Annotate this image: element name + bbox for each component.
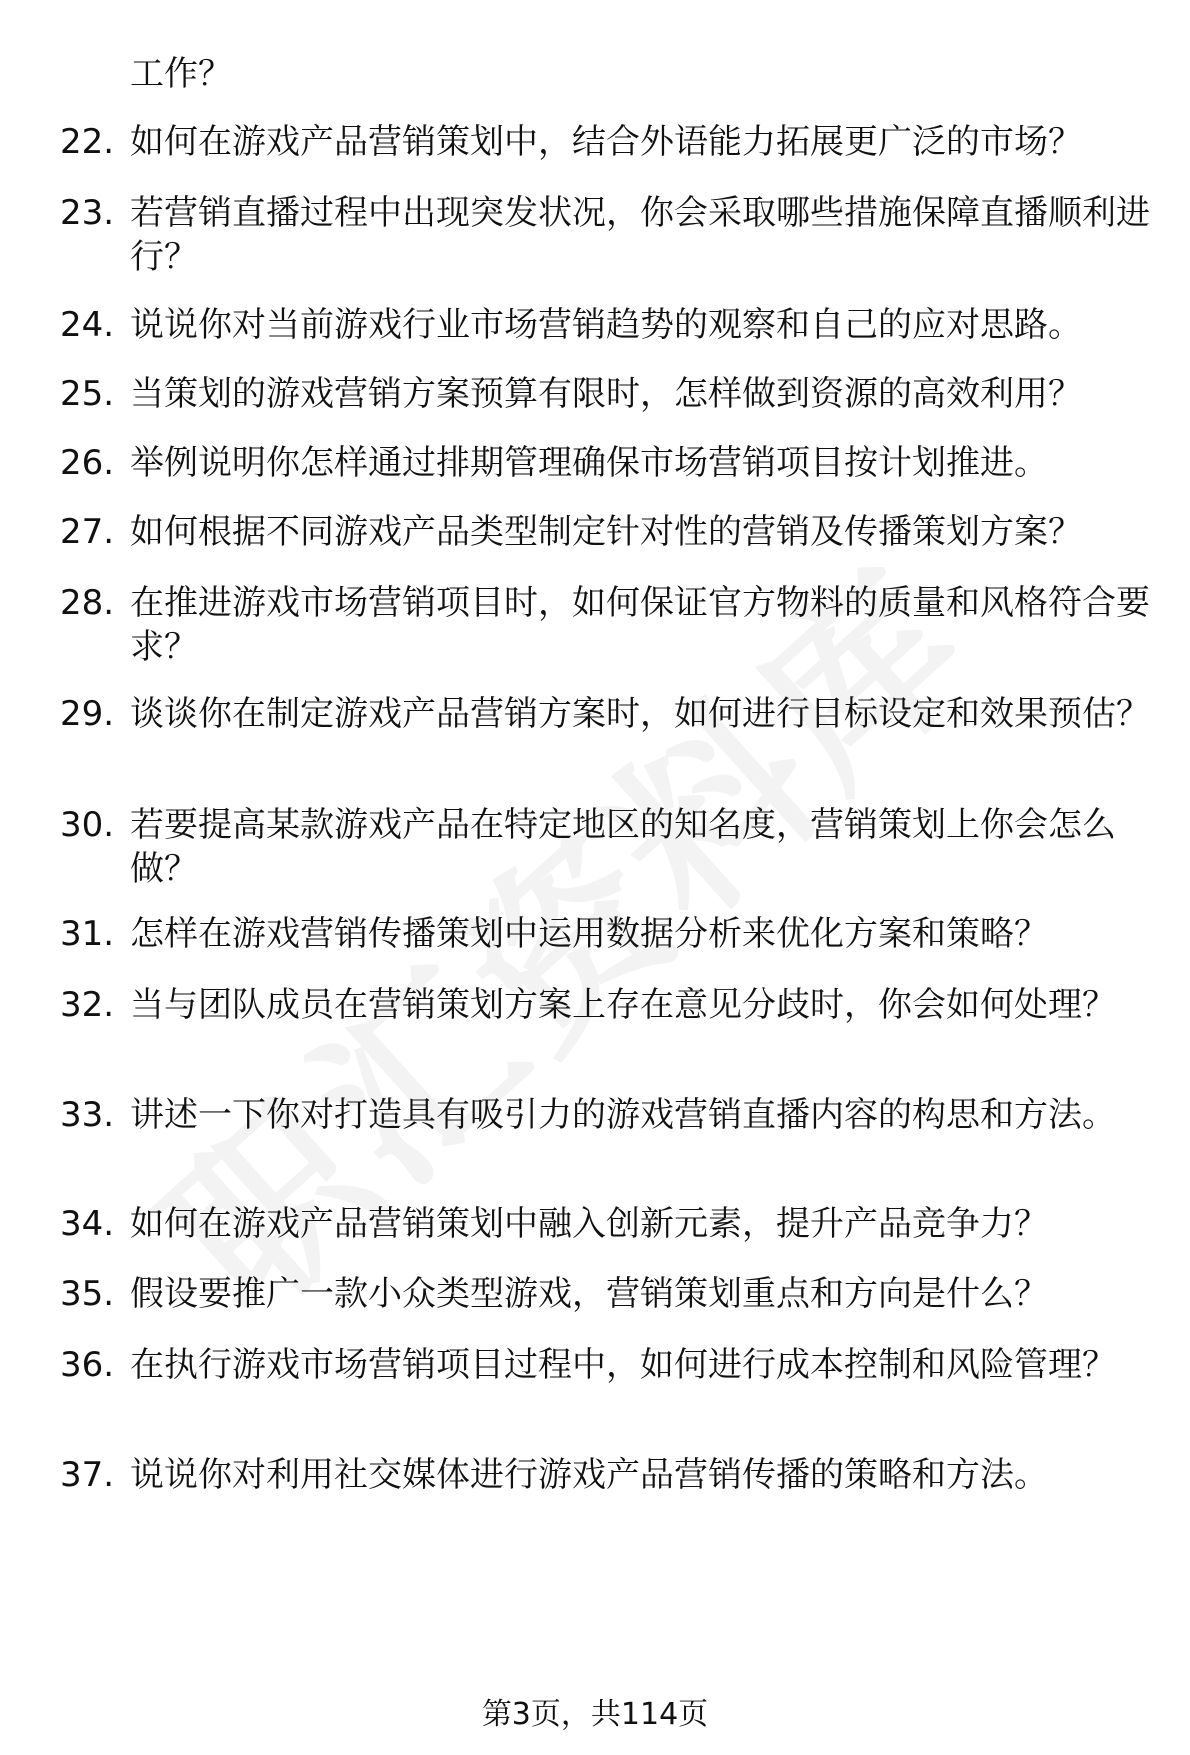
question-text: 讲述一下你对打造具有吸引力的游戏营销直播内容的构思和方法。 [130,1095,1116,1135]
question-number: 22. [60,122,115,162]
question-item [0,303,1190,347]
question-number: 35. [60,1274,115,1314]
question-number: 37. [60,1455,115,1495]
question-text: 假设要推广一款小众类型游戏，营销策划重点和方向是什么？ [130,1274,1048,1314]
question-number: 27. [60,512,115,552]
question-text: 若要提高某款游戏产品在特定地区的知名度，营销策划上你会怎么做？ [130,805,1116,889]
question-number: 36. [60,1345,115,1385]
question-item [0,912,1190,956]
question-number: 24. [60,305,115,345]
question-number: 34. [60,1204,115,1244]
question-text: 在执行游戏市场营销项目过程中，如何进行成本控制和风险管理？ [130,1345,1116,1385]
question-number: 28. [60,583,115,623]
question-item [0,191,1190,279]
question-item [0,1272,1190,1316]
question-text: 说说你对利用社交媒体进行游戏产品营销传播的策略和方法。 [130,1455,1048,1495]
question-text: 在推进游戏市场营销项目时，如何保证官方物料的质量和风格符合要求？ [130,583,1150,667]
question-item [0,120,1190,164]
question-item [0,1453,1190,1497]
question-number: 32. [60,985,115,1025]
question-number: 31. [60,914,115,954]
question-text: 谈谈你在制定游戏产品营销方案时，如何进行目标设定和效果预估？ [130,694,1150,734]
question-text: 若营销直播过程中出现突发状况，你会采取哪些措施保障直播顺利进行？ [130,193,1150,277]
question-item [0,803,1190,891]
question-number: 23. [60,193,115,233]
question-text: 当与团队成员在营销策划方案上存在意见分歧时，你会如何处理？ [130,985,1116,1025]
question-number: 33. [60,1095,115,1135]
question-text: 当策划的游戏营销方案预算有限时，怎样做到资源的高效利用？ [130,374,1082,414]
question-text: 举例说明你怎样通过排期管理确保市场营销项目按计划推进。 [130,443,1048,483]
question-number: 30. [60,805,115,845]
question-item [0,1202,1190,1246]
question-text: 如何在游戏产品营销策划中，结合外语能力拓展更广泛的市场？ [130,122,1082,162]
question-text: 怎样在游戏营销传播策划中运用数据分析来优化方案和策略？ [130,914,1048,954]
question-text: 说说你对当前游戏行业市场营销趋势的观察和自己的应对思路。 [130,305,1082,345]
question-item [0,1093,1190,1137]
question-item [0,692,1190,736]
question-text: 如何在游戏产品营销策划中融入创新元素，提升产品竞争力？ [130,1204,1048,1244]
question-item [0,581,1190,669]
question-number: 26. [60,443,115,483]
question-item [0,1343,1190,1387]
carry-over-text: 工作？ [130,54,232,94]
question-item [0,441,1190,485]
question-text: 如何根据不同游戏产品类型制定针对性的营销及传播策划方案？ [130,512,1082,552]
page-footer: 第3页，共114页 [481,1697,709,1732]
question-item [0,983,1190,1027]
question-number: 29. [60,694,115,734]
question-number: 25. [60,374,115,414]
question-item [0,510,1190,554]
question-item [0,372,1190,416]
